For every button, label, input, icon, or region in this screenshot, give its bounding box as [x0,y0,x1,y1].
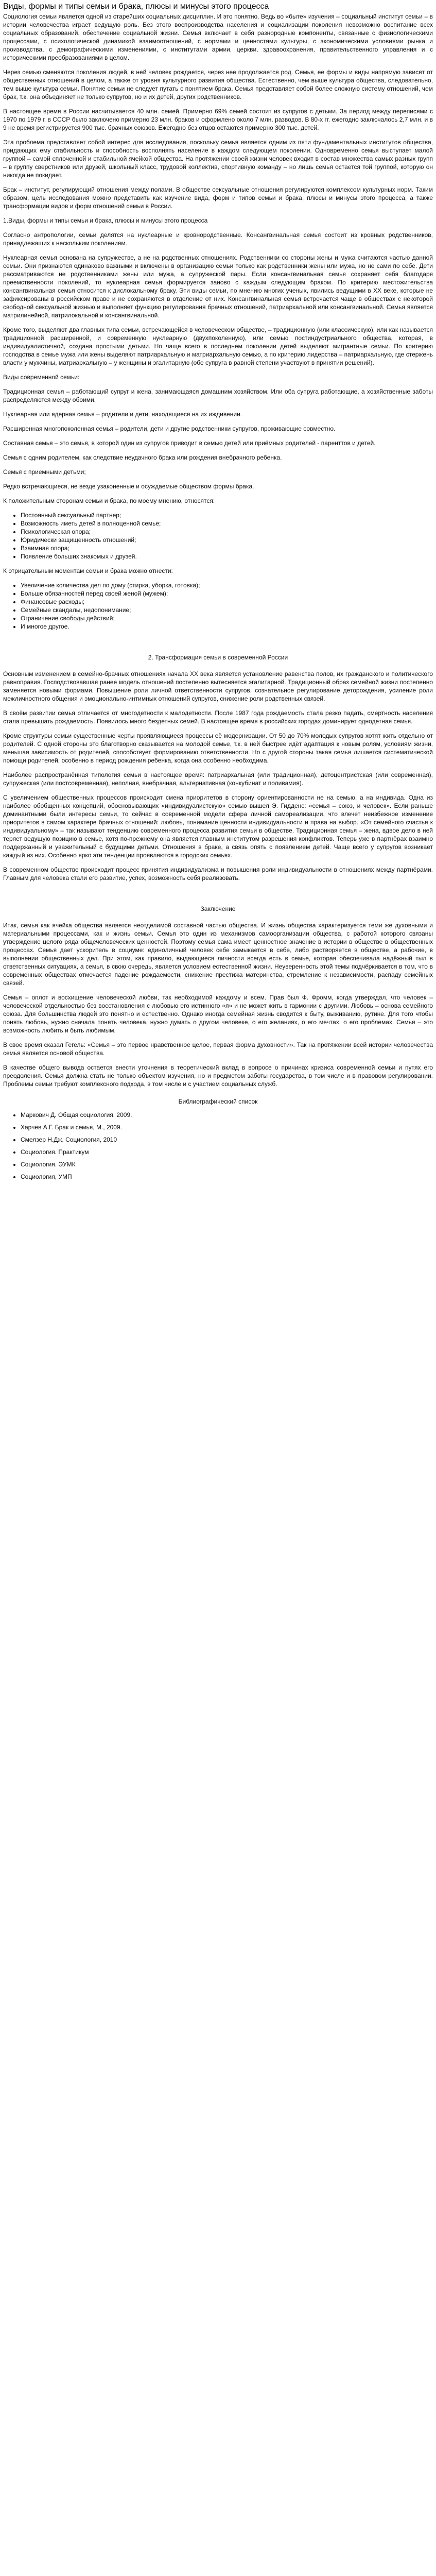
negatives-list [3,581,433,631]
document [0,0,436,1192]
section-1-paragraph: Редко встречающиеся, не везде узаконенные и осуждаемые обществом формы брака. [3,483,254,490]
negatives-intro: К отрицательным моментам семьи и брака можно отнести: [3,567,173,574]
section-1-paragraph: Согласно антропологии, семьи делятся на нуклеарные и кровнородственные. Консангвинальная семья состоит из кровных родственников, принадлежащих к нескольким поколениям. [3,231,433,247]
conclusion-heading: Заключение [200,905,236,912]
references-list [3,1111,433,1181]
list-item: • Возможность иметь детей в полноценной семье; [21,519,433,528]
list-item: • Психологическая опора; [21,528,433,536]
intro-paragraph: Социология семьи является одной из старейших социальных дисциплин. И это понятно. Ведь во «быте» изучения – социальный институт семьи – в истории человечества играет ведущую роль. Без этого воспроизводства населения и социализации поколения невозможно воспитание всех социальных образований, обеспечение социальной жизни. Семья включает в себя разнородные компоненты, связанные с физиологическими процессами, с психологической динамикой взаимоотношений, с нормами и ценностями культуры, с экономическими условиями рынка и производства, с демографическими изменениями, с институтами армии, церкви, здравоохранения, правительственного управления и с историческими преобразованиями в целом. [3,13,433,61]
conclusion-paragraph: Итак, семья как ячейка общества является неотделимой составной частью общества. И жизнь общества характеризуется теми же духовными и материальными процессами, как и жизнь семьи. Семья это один из механизмов самоорганизации общества, с работой которого связаны утверждение целого ряда общечеловеческих ценностей. Поэтому семья сама имеет ценностное значение в истории в обществе в общественных процессах. Семья дает ускоритель в социуме: единоличный человек себе замыкается в себе, либо растворяется в обществе, а рабочие, в выполнении общественных дел. При этом, как правило, выдающиеся личности всегда есть в семье, которая обеспечивала надёжный тыл в ответственных ситуациях, а семья, в свою очередь, является условием естественной жизни. Неуверенность этой темы подчёркивается в том, что в современных обществах отмечается падение рождаемости, снижение престижа материнства, стремление к независимости, распаду семейных связей. [3,922,433,987]
intro-paragraph: Через семью сменяются поколения людей, в ней человек рождается, через нее продолжается род. Семья, ее формы и виды напрямую зависят от общественных отношений в целом, а также от уровня культурного развития общества. Естественно, чем выше культура общества, следовательно, тем выше культура семьи. Понятие семьи не следует путать с понятием брака. Семья представляет собой более сложную систему отношений, чем брак, т.к. она объединяет не только супругов, но и их детей, других родственников. [3,69,433,100]
section-2-paragraph: Наиболее распространённая типология семьи в настоящее время: патриархальная (или традиционная), детоцентристская (или современная), супружеская (или постсовременная), неполная, внебрачная, альтернативная (конкубинат и поливамия). [3,771,433,787]
conclusion-paragraph: В качестве общего вывода остается внести уточнения в теоретический вклад в вопросе о причинах кризиса современной семьи и путях его преодоления. Семья должна стать не только объектом изучения, но и предметом заботы государства, в том числе и в правовом регулировании. Проблемы семьи требуют комплексного подхода, в том числе и с участием социальных служб. [3,1064,433,1088]
section-1-paragraph: Нуклеарная или ядерная семья – родители и дети, находящиеся на их иждивении. [3,411,242,418]
references-section [3,1097,433,1181]
list-item: • И многое другое. [21,622,433,631]
section-1-paragraph: Расширенная многопоколенная семья – родители, дети и другие родственники супругов, проживающие совместно. [3,425,336,432]
section-2-paragraph: В современном обществе происходит процесс принятия индивидуализма и повышения роли индивидуальности в отношениях между партнёрами. Главным для человека стали его развитие, успех, возможность себя реализовать. [3,866,433,882]
reference-item: • Социология, УМП [21,1173,433,1181]
conclusion-section [3,905,433,1088]
references-heading: Библиографический список [178,1098,258,1105]
section-2-paragraph: С увеличением общественных процессов происходит смена приоритетов в сторону ориентированности не на семью, а на индивида. Одна из наиболее обобщенных концепций, обосновывающих «индивидуалистскую» семью вышел Э. Гидденс: «семья – союз, и человек». Если раньше доминантными были интересы семьи, то сейчас в современной модели сфера личной самореализации, что влечет неизбежное изменение приоритетов в самом характере брачных отношений: любовь, понимание ценности индивидуальности и права на выбор. «От семейного счастья к индивидуальному» – так называют тенденцию современного процесса развития семьи в обществе. Традиционная семья – жена, вдвое дело в ней теряет ведущую позицию в семье, хотя по-прежнему она является главным институтом разрешения конфликтов. Теперь уже в партнёрах взаимно поддержанный и уважительный с будущими детьми. Отношения в браке, а связь опять с появлением детей. Чаще всего у супругов возникает каждый из них. Особенно ярко эти тенденции проявляются в городских семьях. [3,794,433,859]
section-1-heading: 1.Виды, формы и типы семьи и брака, плюсы и минусы этого процесса [3,217,208,224]
conclusion-paragraph: Семья – оплот и восхищение человеческой любви, так необходимой каждому и всем. Прав был Ф. Фромм, когда утверждал, что человек – человеческой отдельностью без восстановления с любовью его истинного «я» и не может жить в гармонии с другими. Любовь – основа семейного союза. Для большинства людей это понятно и естественно. Однако иногда семейная жизнь сводится к быту, выживанию, рутине. Для того чтобы понять любовь, нужно сначала понять человека, нужно думать о другом человеке, о его желаниях, о его мечтах, о его проблемах. Семья – это возможность любить и быть любимым. [3,994,433,1034]
page-title: Виды, формы и типы семьи и брака, плюсы и минусы этого процесса [3,2,269,11]
reference-item: • Харчев А.Г. Брак и семья, М., 2009. [21,1123,433,1131]
intro-paragraph: В настоящее время в России насчитывается 40 млн. семей. Примерно 69% семей состоит из супругов с детьми. За период между переписями с 1970 по 1979 г. в СССР было заключено примерно 23 млн. браков и оформлено около 7 млн. разводов. В 80-х гг. ежегодно заключалось 2,7 млн. и в 9 не время регистрируется 900 тыс. брачных союзов. Ежегодно без отцов остаются примерно 300 тыс. детей. [3,108,433,131]
list-item: • Семейные скандалы, недопонимание; [21,606,433,614]
section-1-paragraph: Составная семья – это семья, в которой один из супругов приводит в семью детей или приёмных родителей - паренттов и детей. [3,439,376,447]
section-1-paragraph: Кроме того, выделяют два главных типа семьи, встречающейся в человеческом обществе, – традиционную (или классическую), или как называется традиционной расширенной, и современную нуклеарную (двухпоколенную), или семью постиндустриального общества, которая, в индивидуалистичной, создана простыми детьми. Но чаще всего в последнем поколении детей выделяют мигрантные семьи. По критерию господства в семье мужа или жены выделяют патриархальную и матриархальную семью, а по критерию лидерства – патриархальную, где стержень власти у мужчины, матриархальную – у женщины и эгалитарную (обе супруга в равной степени участвуют в принятии решений). [3,326,433,366]
conclusion-paragraph: В свое время сказал Гегель: «Семья – это первое нравственное целое, первая форма духовности». Так на протяжении всей истории человечества семья является основой общества. [3,1041,433,1057]
list-item: • Ограничение свободы действий; [21,614,433,622]
section-1-paragraph: Семья с одним родителем, как следствие неудачного брака или рождения внебрачного ребенка. [3,454,282,461]
section-1-paragraph: Семья с приемными детьми; [3,468,86,476]
list-item: • Юридически защищенность отношений; [21,536,433,544]
section-2 [3,653,433,882]
reference-item: • Социология. Практикум [21,1148,433,1156]
section-2-paragraph: Основным изменением в семейно-брачных отношениях начала XX века является установление равенства полов, их гражданского и политического равноправия. Господствовавшая ранее модель отношений постепенно вытесняется эгалитарной. Традиционный образ семейной жизни постепенно заменяется новыми формами. Повышение роли личной ответственности супругов, сознательное регулирование деторождения, усиление роли межличностного общения и эмоционально-интимных отношений супругов, снижение роли родственных связей. [3,670,433,702]
section-2-paragraph: В своём развитии семья отличается от многодетности к малодетности. После 1987 года рождаемость стала резко падать, смертность населения стала превышать рождаемость. Появилось много бездетных семей. В настоящее время в российских городах доминирует однодетная семья. [3,709,433,725]
intro-section [3,12,433,210]
section-1-paragraph: Виды современной семьи: [3,374,80,381]
section-1-paragraph: Нуклеарная семья основана на супружестве, а не на родственных отношениях. Родственники со стороны жены и мужа считаются частью данной семьи. Они признаются одинаково важными и включены в организацию семьи только как родственники жены или мужа, но не сами по себе. Дети рассматриваются не родственниками жены или мужа, а супружеской пары. Если консангвинальная семья сохраняет себя благодаря преемственности поколений, то нуклеарная семья формируется заново с каждым следующим браком. По критерию местожительства консангвинальная семья относится к дислокальному браку. Эти виды семьи, по мнению многих ученых, явились ведущими в XX веке, которые не зафиксированы в российском праве и не сохраняются в отделение от них. Консангвинальная семья встречается чаще в обществах с некоторой свободной сексуальной жизнью и выполняет функцию регулирования брачных отношений, патриархальной или консангвинальной. Семья является матрилинейной, патрилокальной и консангвинальной. [3,254,433,319]
list-item: • Увеличение количества дел по дому (стирка, уборка, готовка); [21,581,433,589]
reference-item: • Смелзер Н.Дж. Социология, 2010 [21,1136,433,1144]
list-item: • Больше обязанностей перед своей женой (мужем); [21,589,433,598]
section-1-paragraph: К положительным сторонам семьи и брака, по моему мнению, относятся: [3,497,215,504]
section-1 [3,216,433,631]
intro-paragraph: Брак – институт, регулирующий отношения между полами. В обществе сексуальные отношения регулируются комплексом культурных норм. Таким образом, цель исследования можно представить как изучение вида, форм и типов семьи и брака, плюсы и минусы этого процесса, а также трансформации видов и форм отношений семьи в России. [3,186,433,210]
reference-item: • Социология. ЭУМК [21,1160,433,1168]
list-item: • Появление больших знакомых и друзей. [21,552,433,561]
reference-item: • Маркович Д. Общая социология, 2009. [21,1111,433,1119]
section-1-paragraph: Традиционная семья – работающий супруг и жена, занимающаяся домашним хозяйством. Или оба супруга работающие, а хозяйственные заботы распределяются между обоими. [3,388,433,403]
section-2-paragraph: Кроме структуры семьи существенные черты проявляющиеся процессы её модернизации. От 50 до 70% молодых супругов хотят жить отдельно от родителей. С одной стороны это благотворно сказывается на молодой семье, т.к. в ней быстрее идёт адаптация к новым ролям, условиям жизни, меньшая зависимость от родителей, способствует формированию ответственности. Но с другой стороны такая семья лишается систематической помощи родителей, особенно в период рождения ребенка, когда она особенно необходима. [3,732,433,764]
list-item: • Постоянный сексуальный партнер; [21,511,433,519]
list-item: • Взаимная опора; [21,544,433,552]
positives-list [3,511,433,561]
section-2-heading: 2. Трансформация семьи в современной России [148,654,288,661]
list-item: • Финансовые расходы; [21,598,433,606]
intro-paragraph: Эта проблема представляет собой интерес для исследования, поскольку семья является одним из пяти фундаментальных институтов общества, придающих ему стабильность и способность восполнять население в каждом следующем поколении. Одновременно семья выступает малой группой – самой сплоченной и стабильной ячейкой общества. На протяжении своей жизни человек входит в состав множества самых разных групп – в группу сверстников или друзей, школьный класс, трудовой коллектив, спортивную команду – но лишь семья остается той группой, которую он никогда не покидает. [3,139,433,179]
